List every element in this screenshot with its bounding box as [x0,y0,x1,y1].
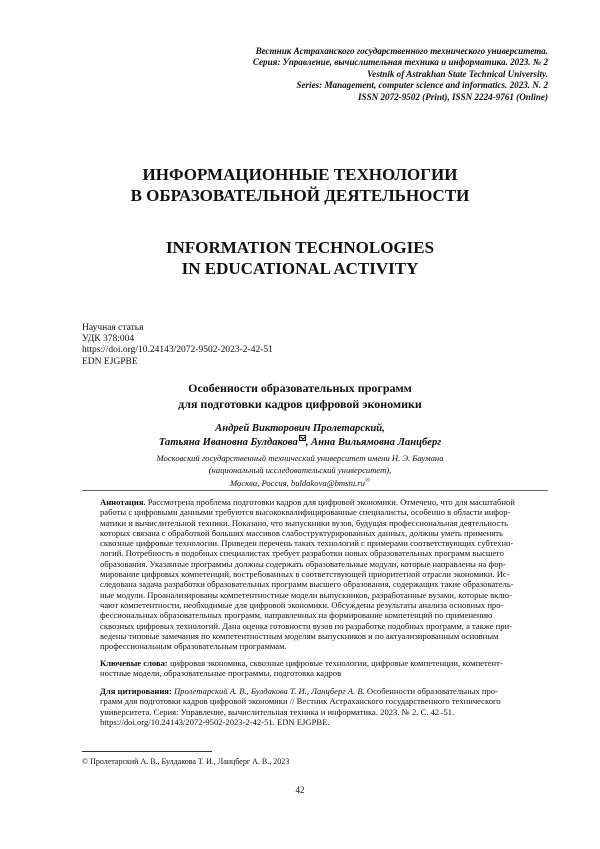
citation [100,686,530,727]
keywords-line: ностные модели, образовательные программы, подготовка кадров [100,668,342,679]
authors [0,422,600,449]
abstract-line: сквозных цифровых технологий. Дана оценка готовности вузов по разработке подобных программ, а также при- [100,620,513,631]
journal-line: Серия: Управление, вычислительная техника и информатика. 2023. № 2 [252,57,548,68]
envelope-icon [299,435,306,441]
keywords-line [100,658,530,668]
divider [82,490,548,491]
author-line: Андрей Викторович Пролетарский, [215,423,385,434]
edn: EDN EJGPBE [82,356,138,367]
citation-label: Для цитирования: [100,686,172,696]
journal-line: Series: Management, computer science and informatics. 2023. N. 2 [296,80,548,91]
orcid-icon: ✉ [364,478,370,485]
title-line: ИНФОРМАЦИОННЫЕ ТЕХНОЛОГИИ [142,165,458,184]
keywords-text: цифровая экономика, сквозные цифровые технологии, цифровые компетенции, компетент- [167,658,503,668]
udk: УДК 378:004 [82,334,135,345]
abstract-line: фессиональных образовательных программ, направленных на формирование компетенций по применению [100,610,493,621]
abstract-line: следована задача разработки образовательных программ высшего образования, содержащих такие образователь- [100,579,514,590]
author-name: Татьяна Ивановна Булдакова [158,436,298,448]
article-type: Научная статья [82,323,144,333]
article-title [0,381,600,412]
abstract-line: сквозные цифровые технологии. Приведен перечень таких технологий с примерами соответствующих субтехно- [100,538,514,549]
citation-authors: Пролетарский А. В., Булдакова Т. И., Ланцберг А. В. [171,686,365,696]
section-title-ru [0,164,600,206]
abstract-line: ведены типовые замечания по компетентностным моделям выпускников и по актуализированным основным [100,630,499,641]
abstract [100,497,530,651]
affiliation-line [0,476,600,489]
citation-line: https://doi.org/10.24143/2072-9502-2023-2-42-51. EDN EJGPBE. [100,716,330,727]
abstract-line: чают компетентности, необходимые для цифровой экономики. Обсуждены результаты анализа основных про- [100,599,504,610]
affiliation-line: Московский государственный технический университет имени Н. Э. Баумана [156,453,444,463]
abstract-line: мирование цифровых компетенций, востребованных в соответствующей приоритетной отрасли экономики. Ис- [100,569,510,580]
article-title-line: Особенности образовательных программ [188,381,412,395]
article-title-line: для подготовки кадров цифровой экономики [178,396,422,411]
abstract-line: матики и вычислительной техники. Показано, что выпускники вузов, будущая профессиональная деятельность [100,517,509,528]
page-number: 42 [295,785,305,795]
abstract-line: работы с цифровыми данными требуются высококвалифицированные специалисты, особенно в области инфор- [100,507,511,518]
keywords [100,658,530,679]
citation-line [100,686,530,696]
article-meta [82,323,273,368]
footnote-rule [82,751,212,752]
abstract-line: профессиональным образовательным программам. [100,641,287,652]
citation-line: грамм для подготовки кадров цифровой экономики // Вестник Астраханского государственного технического [100,696,501,707]
citation-line: университета. Серия: Управление, вычислительная техника и информатика. 2023. № 2. С. 42–51. [100,706,455,717]
abstract-line: ные модули. Проанализированы компетентностные модели выпускников, разработанные вузами, которые вклю- [100,589,512,600]
abstract-line: которых связана с обработкой больших массивов слабоструктурированных данных, должны уметь применять [100,527,503,538]
author-line [0,436,600,450]
title-line: IN EDUCATIONAL ACTIVITY [181,259,419,278]
doi-link[interactable]: https://doi.org/10.24143/2072-9502-2023-2-42-51 [82,345,273,356]
affiliation [0,453,600,490]
copyright: © Пролетарский А. В., Булдакова Т. И., Ланцберг А. В., 2023 [82,757,290,766]
journal-line: Vestnik of Astrakhan State Technical University. [367,68,548,79]
journal-line: ISSN 2072-9502 (Print), ISSN 2224-9761 (Online) [358,91,548,102]
title-line: INFORMATION TECHNOLOGIES [165,238,435,257]
affiliation-email: Москва, Россия, buldakova@bmstu.ru [230,478,365,489]
abstract-line: логий. Потребность в подобных специалистах требует разработки новых образовательных программ высшего [100,548,504,559]
section-title-en [0,237,600,279]
title-line: В ОБРАЗОВАТЕЛЬНОЙ ДЕЯТЕЛЬНОСТИ [130,186,470,205]
journal-header [128,46,548,103]
journal-line: Вестник Астраханского государственного технического университета. [255,46,548,56]
abstract-line [100,497,530,507]
citation-text: Особенности образовательных про- [364,686,498,696]
keywords-label: Ключевые слова: [100,658,168,668]
abstract-label: Аннотация. [100,497,146,507]
affiliation-line: (национальный исследовательский университет), [208,464,392,475]
abstract-text: Рассмотрена проблема подготовки кадров для цифровой экономики. Отмечено, что для масштабной [145,497,515,507]
author-name: , Анна Вильямовна Ланцберг [305,436,442,448]
abstract-line: образования. Указанные программы должны содержать образовательные модули, которые направлены на фор- [100,558,506,569]
